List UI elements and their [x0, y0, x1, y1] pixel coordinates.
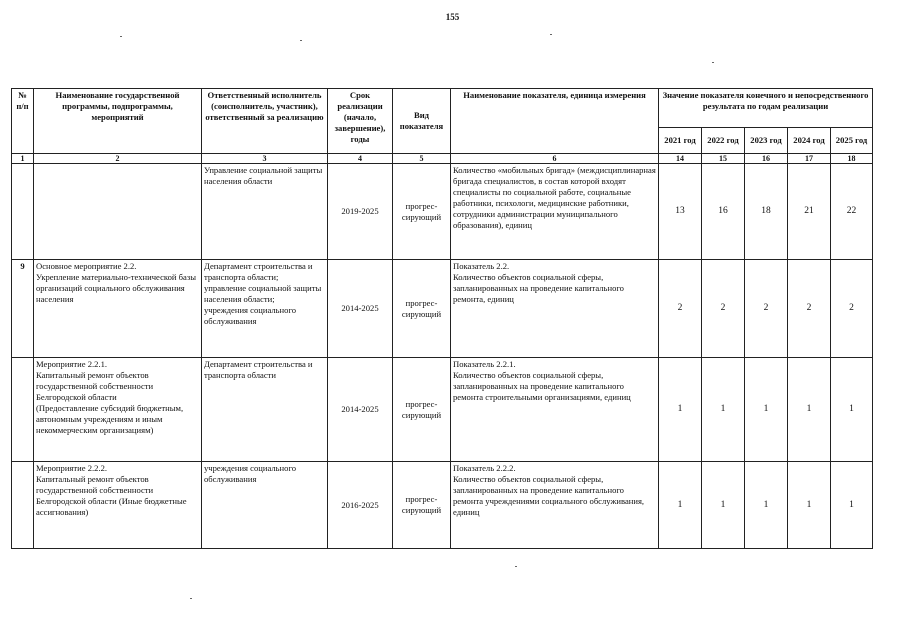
row-value: 2: [702, 260, 745, 358]
row-indicator: Показатель 2.2.2. Количество объектов социальной сферы, запланированных на проведение капитального ремонта учреждениями социального обслуживания, единиц: [451, 462, 659, 549]
scan-speck: [712, 62, 714, 63]
header-responsible: Ответственный исполнитель (соисполнитель, участник), ответственный за реализацию: [202, 89, 328, 154]
header-term: Срок реализации (начало, завершение), годы: [328, 89, 393, 154]
page-number: 155: [445, 12, 460, 22]
column-number: 6: [451, 154, 659, 164]
header-indicator-type: Вид показателя: [393, 89, 451, 154]
row-value: 1: [745, 462, 788, 549]
table-row: [12, 462, 873, 549]
row-responsible: Управление социальной защиты населения области: [202, 164, 328, 260]
row-term: 2014-2025: [328, 358, 393, 462]
row-responsible: Департамент строительства и транспорта области; управление социальной защиты населения области; учреждения социального обслуживания: [202, 260, 328, 358]
scan-speck: [120, 36, 122, 37]
row-responsible: Департамент строительства и транспорта области: [202, 358, 328, 462]
row-value: 2: [659, 260, 702, 358]
row-value: 1: [831, 358, 873, 462]
row-value: 1: [659, 358, 702, 462]
row-number: [12, 358, 34, 462]
scan-speck: [550, 34, 552, 35]
column-number: 17: [788, 154, 831, 164]
header-year: 2023 год: [745, 127, 788, 153]
scan-speck: [300, 40, 302, 41]
row-name: Мероприятие 2.2.2. Капитальный ремонт объектов государственной собственности Белгородской области (Иные бюджетные ассигнования): [34, 462, 202, 549]
row-value: 1: [702, 462, 745, 549]
row-value: 1: [788, 358, 831, 462]
row-indicator-type: прогрес- сирующий: [393, 462, 451, 549]
header-number: № п/п: [12, 89, 34, 154]
row-term: 2016-2025: [328, 462, 393, 549]
header-values: Значение показателя конечного и непосредственного результата по годам реализации: [659, 89, 873, 128]
table-row: [12, 260, 873, 358]
header-year: 2025 год: [831, 127, 873, 153]
row-name: [34, 164, 202, 260]
column-number: 3: [202, 154, 328, 164]
row-value: 1: [702, 358, 745, 462]
row-value: 1: [831, 462, 873, 549]
row-value: 2: [831, 260, 873, 358]
program-indicators-table: [11, 88, 873, 549]
header-name: Наименование государственной программы, подпрограммы, мероприятий: [34, 89, 202, 154]
scan-speck: [190, 598, 192, 599]
row-name: Основное мероприятие 2.2. Укрепление материально-технической базы организаций социального обслуживания населения: [34, 260, 202, 358]
column-number: 1: [12, 154, 34, 164]
table-row: [12, 164, 873, 260]
column-number-row: [12, 154, 873, 164]
row-value: 13: [659, 164, 702, 260]
row-indicator-type: прогрес- сирующий: [393, 260, 451, 358]
header-year: 2022 год: [702, 127, 745, 153]
row-responsible: учреждения социального обслуживания: [202, 462, 328, 549]
column-number: 18: [831, 154, 873, 164]
header-year: 2024 год: [788, 127, 831, 153]
row-name: Мероприятие 2.2.1. Капитальный ремонт объектов государственной собственности Белгородской области (Предоставление субсидий бюджетным, автономным учреждениям и иным некоммерческим организациям): [34, 358, 202, 462]
row-value: 16: [702, 164, 745, 260]
row-indicator-type: прогрес- сирующий: [393, 358, 451, 462]
row-indicator-type: прогрес- сирующий: [393, 164, 451, 260]
row-indicator: Показатель 2.2. Количество объектов социальной сферы, запланированных на проведение капитального ремонта, единиц: [451, 260, 659, 358]
row-value: 1: [788, 462, 831, 549]
row-value: 22: [831, 164, 873, 260]
row-number: [12, 164, 34, 260]
row-term: 2019-2025: [328, 164, 393, 260]
column-number: 5: [393, 154, 451, 164]
column-number: 16: [745, 154, 788, 164]
table-row: [12, 358, 873, 462]
column-number: 4: [328, 154, 393, 164]
row-value: 1: [745, 358, 788, 462]
row-indicator: Показатель 2.2.1. Количество объектов социальной сферы, запланированных на проведение капитального ремонта строительными организациями, единиц: [451, 358, 659, 462]
header-year: 2021 год: [659, 127, 702, 153]
column-number: 2: [34, 154, 202, 164]
header-indicator-name: Наименование показателя, единица измерения: [451, 89, 659, 154]
row-number: 9: [12, 260, 34, 358]
scan-speck: [515, 566, 517, 567]
row-value: 2: [788, 260, 831, 358]
row-number: [12, 462, 34, 549]
row-value: 21: [788, 164, 831, 260]
row-value: 1: [659, 462, 702, 549]
row-value: 2: [745, 260, 788, 358]
row-term: 2014-2025: [328, 260, 393, 358]
row-indicator: Количество «мобильных бригад» (междисциплинарная бригада специалистов, в состав которой входят специалисты по социальной работе, социальные работники, психологи, медицинские работники, сотрудники администрации муниципального образования), единиц: [451, 164, 659, 260]
row-value: 18: [745, 164, 788, 260]
column-number: 15: [702, 154, 745, 164]
column-number: 14: [659, 154, 702, 164]
